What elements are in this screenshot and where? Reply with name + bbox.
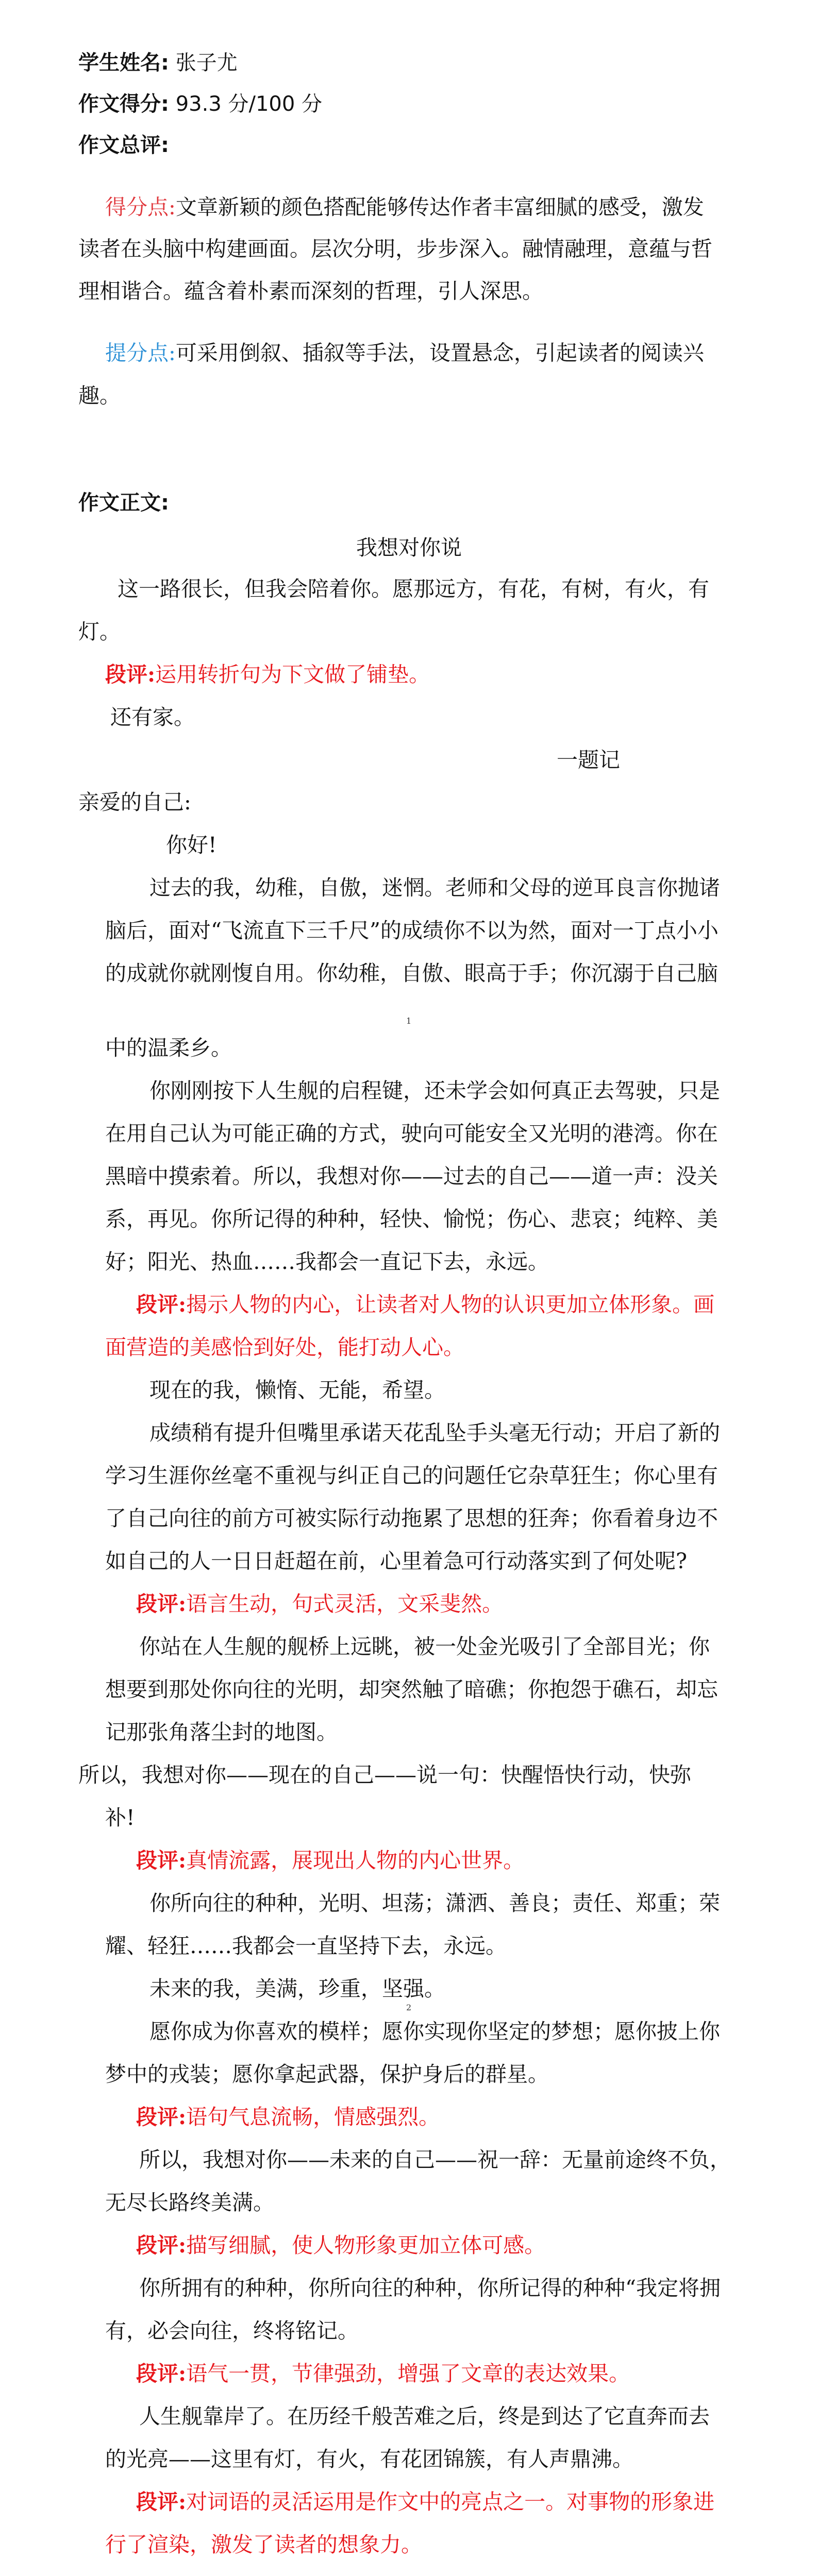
improve-line-1	[105, 337, 704, 368]
student-name-label: 学生姓名:	[78, 51, 169, 75]
merit-text-1: 文章新颖的颜色搭配能够传达作者丰富细腻的感受，激发	[175, 195, 704, 219]
essay-line: 的成就你就刚愎自用。你幼稚，自傲、眼高于手；你沉溺于自己脑	[105, 961, 718, 986]
essay-title: 我想对你说	[356, 535, 462, 560]
essay-line: 这一路很长，但我会陪着你。愿那远方，有花，有树，有火，有	[118, 577, 709, 601]
review-2-cont: 面营造的美感恰到好处，能打动人心。	[105, 1335, 464, 1360]
review-8	[136, 2486, 714, 2517]
improve-text-1: 可采用倒叙、插叙等手法，设置悬念，引起读者的阅读兴	[175, 341, 704, 365]
summary-label: 作文总评:	[78, 133, 169, 157]
greeting: 你好!	[166, 833, 217, 857]
review-label: 段评:	[136, 2361, 187, 2386]
essay-line: 在用自己认为可能正确的方式，驶向可能安全又光明的港湾。你在	[105, 1121, 718, 1146]
essay-line: 系，再见。你所记得的种种，轻快、愉悦；伤心、悲哀；纯粹、美	[105, 1207, 718, 1231]
essay-section-heading	[78, 487, 169, 518]
essay-line: 想要到那处你向往的光明，却突然触了暗礁；你抱怨于礁石，却忘	[105, 1677, 718, 1702]
essay-line: 学习生涯你丝毫不重视与纠正自己的问题任它杂草狂生；你心里有	[105, 1463, 718, 1488]
summary-heading-row	[78, 130, 169, 161]
essay-line: 人生舰靠岸了。在历经千般苦难之后，终是到达了它直奔而去	[139, 2404, 710, 2429]
footnote-marker: 2	[406, 2003, 412, 2012]
essay-line: 所以，我想对你——未来的自己——祝一辞：无量前途终不负，	[139, 2147, 731, 2172]
improve-tag: 提分点:	[105, 341, 176, 365]
review-2	[136, 1289, 714, 1320]
review-label: 段评:	[136, 2489, 187, 2514]
essay-line: 如自己的人一日日赶超在前，心里着急可行动落实到了何处呢?	[105, 1549, 687, 1573]
review-1	[105, 659, 430, 690]
essay-line: 灯。	[78, 619, 121, 644]
essay-line: 未来的我，美满，珍重，坚强。	[149, 1976, 445, 2001]
merit-line-1	[105, 192, 704, 223]
review-label: 段评:	[136, 1591, 187, 1616]
review-text: 真情流露，展现出人物的内心世界。	[186, 1848, 525, 1873]
student-name-value: 张子尤	[175, 51, 238, 75]
essay-line: 有，必会向往，终将铭记。	[105, 2318, 359, 2343]
essay-line: 过去的我，幼稚，自傲，迷惘。老师和父母的逆耳良言你抛诸	[149, 875, 720, 900]
salutation: 亲爱的自己:	[78, 790, 191, 815]
essay-line: 梦中的戎装；愿你拿起武器，保护身后的群星。	[105, 2062, 549, 2087]
essay-line: 脑后，面对“飞流直下三千尺”的成绩你不以为然，面对一丁点小小	[105, 918, 719, 943]
review-label: 段评:	[136, 1848, 187, 1873]
review-7	[136, 2358, 630, 2389]
review-label: 段评:	[136, 2233, 187, 2258]
review-label: 段评:	[105, 662, 156, 687]
review-text: 语言生动，句式灵活，文采斐然。	[186, 1591, 504, 1616]
student-name-row	[78, 47, 238, 78]
score-value: 93.3 分/100 分	[175, 92, 323, 116]
essay-line: 中的温柔乡。	[105, 1036, 232, 1060]
essay-line: 现在的我，懒惰、无能，希望。	[149, 1378, 445, 1402]
essay-line: 无尽长路终美满。	[105, 2190, 274, 2215]
review-8-cont: 行了渲染，激发了读者的想象力。	[105, 2532, 422, 2557]
score-row	[78, 89, 322, 120]
merit-tag: 得分点:	[105, 195, 176, 219]
review-3	[136, 1588, 503, 1619]
epigraph-attribution: 一题记	[557, 748, 620, 772]
footnote-marker: 1	[406, 1016, 412, 1026]
review-label: 段评:	[136, 1292, 187, 1317]
review-text: 揭示人物的内心，让读者对人物的认识更加立体形象。画	[186, 1292, 715, 1317]
review-text: 描写细腻，使人物形象更加立体可感。	[186, 2233, 546, 2258]
essay-line: 好；阳光、热血……我都会一直记下去，永远。	[105, 1249, 549, 1274]
essay-line: 黑暗中摸索着。所以，我想对你——过去的自己——道一声：没关	[105, 1164, 718, 1189]
review-text: 对词语的灵活运用是作文中的亮点之一。对事物的形象进	[186, 2489, 715, 2514]
review-6	[136, 2230, 545, 2261]
essay-line: 成绩稍有提升但嘴里承诺天花乱坠手头毫无行动；开启了新的	[149, 1420, 720, 1445]
essay-line: 你所拥有的种种，你所向往的种种，你所记得的种种“我定将拥	[139, 2276, 721, 2300]
essay-line: 你所向往的种种，光明、坦荡；潇洒、善良；责任、郑重；荣	[149, 1891, 720, 1916]
essay-line: 你刚刚按下人生舰的启程键，还未学会如何真正去驾驶，只是	[149, 1078, 720, 1103]
review-5	[136, 2102, 440, 2132]
essay-line: 了自己向往的前方可被实际行动拖累了思想的狂奔；你看着身边不	[105, 1506, 718, 1531]
essay-line: 还有家。	[110, 705, 195, 730]
merit-line-3: 理相谐合。蕴含着朴素而深刻的哲理，引人深思。	[78, 279, 543, 303]
essay-section-label: 作文正文:	[78, 491, 169, 515]
essay-line: 愿你成为你喜欢的模样；愿你实现你坚定的梦想；愿你披上你	[149, 2019, 720, 2044]
essay-line: 补!	[105, 1805, 135, 1830]
essay-line: 的光亮——这里有灯，有火，有花团锦簇，有人声鼎沸。	[105, 2447, 633, 2471]
score-label: 作文得分:	[78, 92, 169, 116]
review-text: 运用转折句为下文做了铺垫。	[155, 662, 430, 687]
merit-line-2: 读者在头脑中构建画面。层次分明，步步深入。融情融理，意蕴与哲	[78, 236, 712, 261]
essay-line: 记那张角落尘封的地图。	[105, 1720, 338, 1744]
improve-line-2: 趣。	[78, 383, 121, 408]
review-4	[136, 1845, 524, 1876]
review-text: 语句气息流畅，情感强烈。	[186, 2105, 440, 2129]
review-text: 语气一贯，节律强劲，增强了文章的表达效果。	[186, 2361, 630, 2386]
review-label: 段评:	[136, 2105, 187, 2129]
essay-line: 所以，我想对你——现在的自己——说一句：快醒悟快行动，快弥	[78, 1762, 691, 1787]
essay-line: 耀、轻狂……我都会一直坚持下去，永远。	[105, 1934, 507, 1958]
essay-line: 你站在人生舰的舰桥上远眺，被一处金光吸引了全部目光；你	[139, 1634, 710, 1659]
